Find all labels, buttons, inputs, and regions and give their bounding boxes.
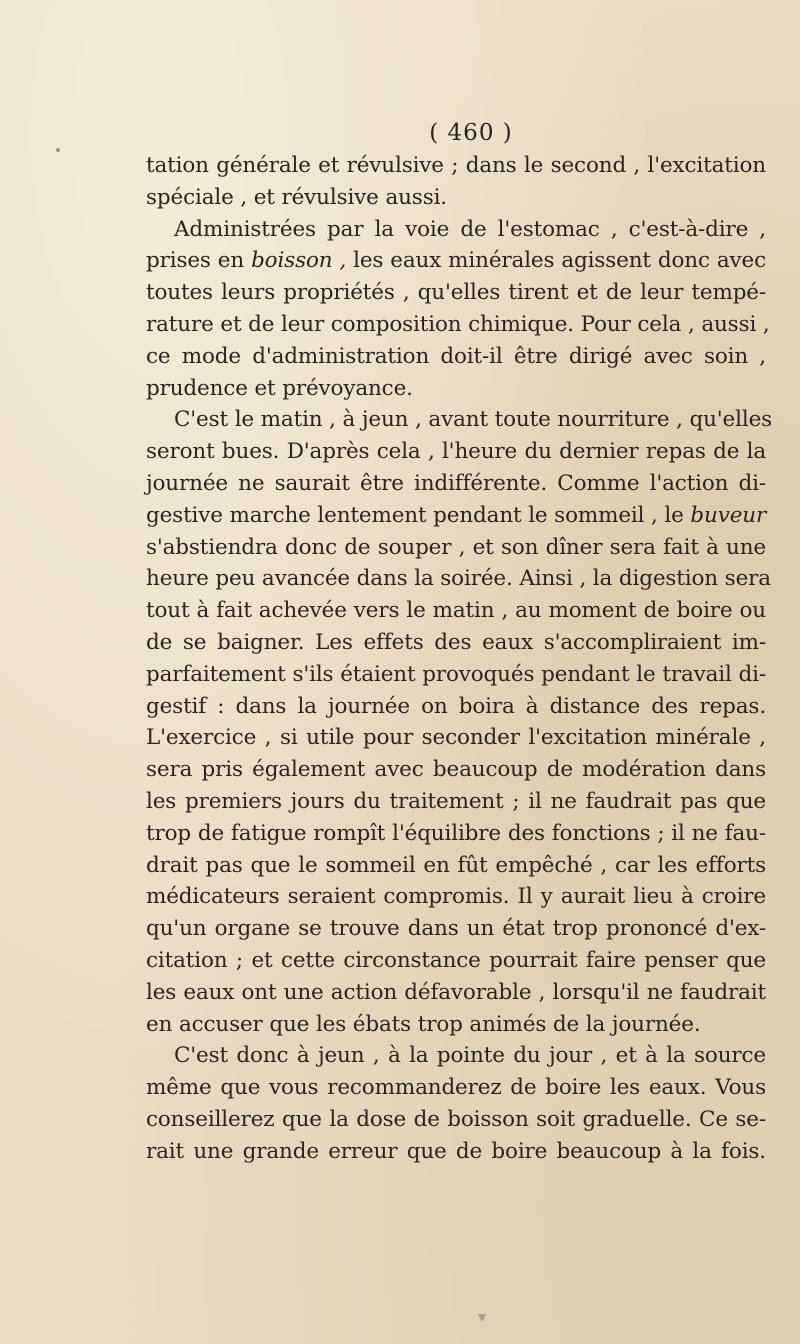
text-line: ce mode d'administration doit-il être dirigé avec soin , bbox=[146, 343, 766, 369]
text-line: de se baigner. Les effets des eaux s'accompliraient im- bbox=[146, 629, 766, 655]
paragraph bbox=[146, 214, 770, 405]
text-line: en accuser que les ébats trop animés de la journée. bbox=[146, 1011, 701, 1037]
page-body bbox=[146, 150, 773, 1168]
text-line: gestive marche lentement pendant le sommeil , le buveur bbox=[146, 502, 767, 528]
text-line: sera pris également avec beaucoup de modération dans bbox=[146, 757, 766, 783]
text-line: parfaitement s'ils étaient provoqués pendant le travail di- bbox=[146, 661, 766, 687]
text-line: toutes leurs propriétés , qu'elles tirent et de leur tempé- bbox=[146, 280, 766, 306]
text-line: médicateurs seraient compromis. Il y aurait lieu à croire bbox=[146, 884, 766, 910]
text-line: C'est le matin , à jeun , avant toute nourriture , qu'elles bbox=[174, 407, 773, 433]
text-line: seront bues. D'après cela , l'heure du dernier repas de la bbox=[146, 439, 766, 465]
text-line: L'exercice , si utile pour seconder l'excitation minérale , bbox=[146, 725, 766, 751]
text-line: drait pas que le sommeil en fût empêché , car les efforts bbox=[146, 852, 766, 878]
text-line: citation ; et cette circonstance pourrait faire penser que bbox=[146, 947, 766, 973]
book-page bbox=[146, 118, 773, 1168]
text-line: tation générale et révulsive ; dans le second , l'excitation bbox=[146, 153, 766, 178]
text-line: gestif : dans la journée on boira à distance des repas. bbox=[146, 693, 766, 719]
text-line: rait une grande erreur que de boire beaucoup à la fois. bbox=[146, 1138, 766, 1164]
text-line: qu'un organe se trouve dans un état trop prononcé d'ex- bbox=[146, 916, 766, 942]
text-line: journée ne saurait être indifférente. Comme l'action di- bbox=[146, 470, 766, 496]
paragraph bbox=[146, 150, 766, 214]
text-line: rature et de leur composition chimique. Pour cela , aussi , bbox=[146, 311, 770, 337]
text-line: spéciale , et révulsive aussi. bbox=[146, 184, 447, 210]
text-line: prises en boisson , les eaux minérales agissent donc avec bbox=[146, 248, 767, 274]
text-line: Administrées par la voie de l'estomac , c'est-à-dire , bbox=[174, 216, 766, 242]
text-line: conseillerez que la dose de boisson soit graduelle. Ce se- bbox=[146, 1106, 766, 1132]
text-line: prudence et prévoyance. bbox=[146, 375, 413, 401]
margin-speck bbox=[56, 148, 60, 152]
text-line: s'abstiendra donc de souper , et son dîner sera fait à une bbox=[146, 534, 766, 560]
text-line: même que vous recommanderez de boire les eaux. Vous bbox=[146, 1075, 766, 1101]
paragraph bbox=[146, 1040, 766, 1167]
page-number: ( 460 ) bbox=[429, 120, 513, 146]
text-line: heure peu avancée dans la soirée. Ainsi , la digestion sera bbox=[146, 566, 771, 592]
paragraph bbox=[146, 404, 773, 1040]
bottom-mark bbox=[478, 1314, 486, 1322]
text-line: trop de fatigue rompît l'équilibre des fonctions ; il ne fau- bbox=[146, 820, 766, 846]
text-line: C'est donc à jeun , à la pointe du jour , et à la source bbox=[174, 1043, 766, 1069]
text-line: les eaux ont une action défavorable , lorsqu'il ne faudrait bbox=[146, 979, 766, 1005]
text-line: tout à fait achevée vers le matin , au moment de boire ou bbox=[146, 598, 766, 624]
text-line: les premiers jours du traitement ; il ne faudrait pas que bbox=[146, 788, 766, 814]
